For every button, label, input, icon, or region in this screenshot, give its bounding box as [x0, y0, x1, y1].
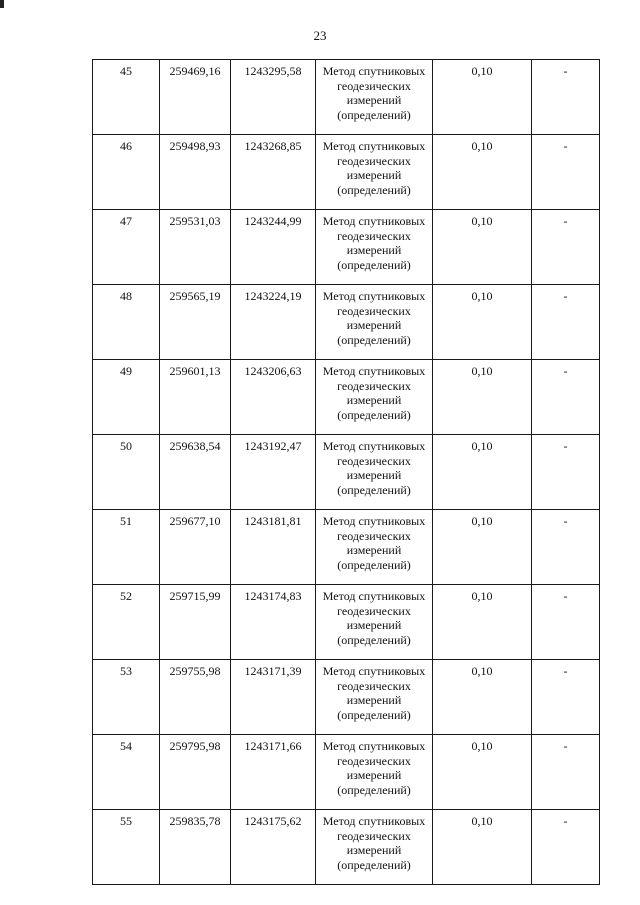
method-line: измерений — [346, 468, 402, 482]
point-number-cell: 52 — [93, 585, 160, 660]
note-cell: - — [532, 60, 600, 135]
method-cell — [316, 135, 433, 210]
method-line: геодезических — [337, 603, 411, 618]
method-cell — [316, 585, 433, 660]
method-line: (определений) — [337, 407, 411, 422]
y-coordinate-cell: 1243244,99 — [231, 210, 316, 285]
method-line: Метод спутниковых — [322, 64, 426, 78]
table-row — [93, 810, 600, 885]
accuracy-cell: 0,10 — [433, 60, 532, 135]
y-coordinate-cell: 1243206,63 — [231, 360, 316, 435]
y-coordinate-cell: 1243181,81 — [231, 510, 316, 585]
method-line: Метод спутниковых — [322, 289, 426, 303]
method-line: (определений) — [337, 482, 411, 497]
method-cell — [316, 810, 433, 885]
method-line: Метод спутниковых — [322, 439, 426, 453]
table-row — [93, 660, 600, 735]
method-line: геодезических — [337, 378, 411, 393]
note-cell: - — [532, 510, 600, 585]
point-number-cell: 49 — [93, 360, 160, 435]
coordinates-table — [92, 59, 600, 885]
table-row — [93, 435, 600, 510]
method-line: (определений) — [337, 557, 411, 572]
method-line: измерений — [346, 618, 402, 632]
note-cell: - — [532, 135, 600, 210]
table-row — [93, 135, 600, 210]
accuracy-cell: 0,10 — [433, 285, 532, 360]
method-line: (определений) — [337, 332, 411, 347]
method-line: измерений — [346, 393, 402, 407]
accuracy-cell: 0,10 — [433, 360, 532, 435]
x-coordinate-cell: 259677,10 — [160, 510, 231, 585]
accuracy-cell: 0,10 — [433, 660, 532, 735]
point-number-cell: 48 — [93, 285, 160, 360]
y-coordinate-cell: 1243224,19 — [231, 285, 316, 360]
x-coordinate-cell: 259638,54 — [160, 435, 231, 510]
x-coordinate-cell: 259715,99 — [160, 585, 231, 660]
x-coordinate-cell: 259531,03 — [160, 210, 231, 285]
point-number-cell: 46 — [93, 135, 160, 210]
method-line: геодезических — [337, 228, 411, 243]
method-line: (определений) — [337, 257, 411, 272]
method-line: (определений) — [337, 707, 411, 722]
method-cell — [316, 435, 433, 510]
method-line: (определений) — [337, 782, 411, 797]
page-number: 23 — [313, 28, 327, 43]
note-cell: - — [532, 735, 600, 810]
method-line: Метод спутниковых — [322, 814, 426, 828]
table-row — [93, 735, 600, 810]
y-coordinate-cell: 1243171,39 — [231, 660, 316, 735]
table-row — [93, 510, 600, 585]
method-line: измерений — [346, 768, 402, 782]
method-cell — [316, 210, 433, 285]
method-line: измерений — [346, 243, 402, 257]
table-row — [93, 360, 600, 435]
method-line: геодезических — [337, 753, 411, 768]
point-number-cell: 51 — [93, 510, 160, 585]
note-cell: - — [532, 210, 600, 285]
y-coordinate-cell: 1243295,58 — [231, 60, 316, 135]
accuracy-cell: 0,10 — [433, 435, 532, 510]
note-cell: - — [532, 585, 600, 660]
point-number-cell: 55 — [93, 810, 160, 885]
coordinates-table-body — [93, 60, 600, 885]
x-coordinate-cell: 259469,16 — [160, 60, 231, 135]
point-number-cell: 53 — [93, 660, 160, 735]
note-cell: - — [532, 360, 600, 435]
method-cell — [316, 510, 433, 585]
scan-corner-mark — [0, 0, 4, 8]
x-coordinate-cell: 259601,13 — [160, 360, 231, 435]
method-line: геодезических — [337, 153, 411, 168]
method-line: Метод спутниковых — [322, 664, 426, 678]
method-line: измерений — [346, 693, 402, 707]
method-line: (определений) — [337, 182, 411, 197]
accuracy-cell: 0,10 — [433, 810, 532, 885]
method-cell — [316, 360, 433, 435]
x-coordinate-cell: 259755,98 — [160, 660, 231, 735]
method-line: геодезических — [337, 453, 411, 468]
method-line: геодезических — [337, 528, 411, 543]
note-cell: - — [532, 810, 600, 885]
method-line: Метод спутниковых — [322, 514, 426, 528]
method-line: (определений) — [337, 107, 411, 122]
method-line: (определений) — [337, 857, 411, 872]
method-line: измерений — [346, 543, 402, 557]
table-row — [93, 210, 600, 285]
point-number-cell: 50 — [93, 435, 160, 510]
table-row — [93, 585, 600, 660]
y-coordinate-cell: 1243268,85 — [231, 135, 316, 210]
method-cell — [316, 60, 433, 135]
note-cell: - — [532, 285, 600, 360]
method-cell — [316, 660, 433, 735]
method-line: измерений — [346, 93, 402, 107]
method-line: Метод спутниковых — [322, 214, 426, 228]
y-coordinate-cell: 1243171,66 — [231, 735, 316, 810]
method-line: (определений) — [337, 632, 411, 647]
accuracy-cell: 0,10 — [433, 735, 532, 810]
method-line: измерений — [346, 843, 402, 857]
method-line: геодезических — [337, 78, 411, 93]
method-line: Метод спутниковых — [322, 589, 426, 603]
point-number-cell: 54 — [93, 735, 160, 810]
method-line: Метод спутниковых — [322, 739, 426, 753]
x-coordinate-cell: 259565,19 — [160, 285, 231, 360]
y-coordinate-cell: 1243192,47 — [231, 435, 316, 510]
method-line: геодезических — [337, 678, 411, 693]
method-line: Метод спутниковых — [322, 364, 426, 378]
method-line: геодезических — [337, 303, 411, 318]
note-cell: - — [532, 660, 600, 735]
y-coordinate-cell: 1243175,62 — [231, 810, 316, 885]
accuracy-cell: 0,10 — [433, 585, 532, 660]
table-row — [93, 60, 600, 135]
y-coordinate-cell: 1243174,83 — [231, 585, 316, 660]
point-number-cell: 45 — [93, 60, 160, 135]
accuracy-cell: 0,10 — [433, 510, 532, 585]
x-coordinate-cell: 259795,98 — [160, 735, 231, 810]
method-line: измерений — [346, 318, 402, 332]
method-cell — [316, 735, 433, 810]
method-line: Метод спутниковых — [322, 139, 426, 153]
method-cell — [316, 285, 433, 360]
x-coordinate-cell: 259498,93 — [160, 135, 231, 210]
accuracy-cell: 0,10 — [433, 135, 532, 210]
x-coordinate-cell: 259835,78 — [160, 810, 231, 885]
table-row — [93, 285, 600, 360]
point-number-cell: 47 — [93, 210, 160, 285]
accuracy-cell: 0,10 — [433, 210, 532, 285]
method-line: геодезических — [337, 828, 411, 843]
method-line: измерений — [346, 168, 402, 182]
note-cell: - — [532, 435, 600, 510]
